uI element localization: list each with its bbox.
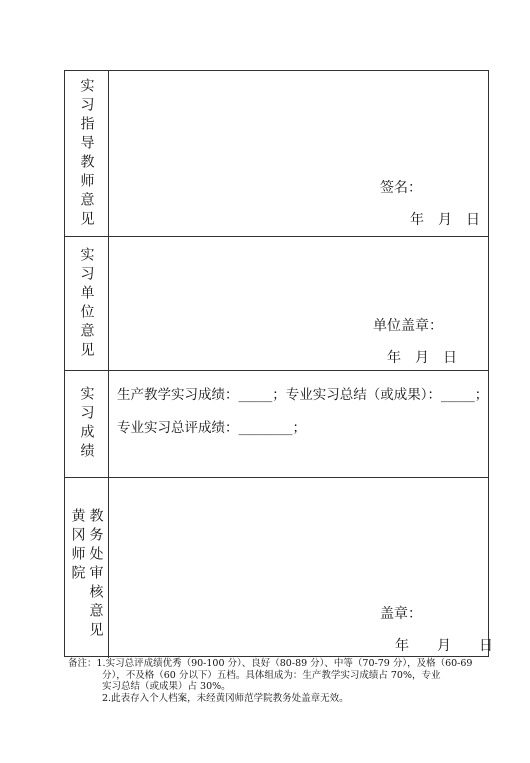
row-label-cell <box>65 237 109 370</box>
row-label: 实习单位意见 <box>78 246 95 361</box>
date-label: 年 月 日 <box>395 638 493 654</box>
seal-label: 盖章： <box>380 606 422 622</box>
remark-line: 备注：1.实习总评成绩优秀（90-100 分）、良好（80-89 分）、中等（70-79 分），及格（60-69 <box>68 658 473 669</box>
row-label: 实习成绩 <box>78 386 95 462</box>
row-label-office: 教务处审核意见 <box>87 508 104 641</box>
row-internship-grade <box>65 371 488 478</box>
date-label: 年 月 日 <box>387 350 457 366</box>
row-label-cell <box>65 71 109 236</box>
remark-line: 2.此表存入个人档案，未经黄冈师范学院教务处盖章无效。 <box>102 692 349 704</box>
grade-line-2: 专业实习总评成绩：________； <box>117 420 306 436</box>
row-label-college: 黄冈师院 <box>69 508 86 584</box>
date-label: 年 月 日 <box>410 212 480 228</box>
row-academic-office-review <box>65 478 493 658</box>
row-label-cell <box>65 371 109 477</box>
row-instructor-opinion <box>65 71 488 237</box>
remark-line: 实习总结（或成果）占 30%。 <box>102 681 231 692</box>
unit-seal-label: 单位盖章： <box>373 318 443 334</box>
remarks <box>68 658 488 704</box>
evaluation-table <box>64 70 493 657</box>
signature-label: 签名： <box>380 180 422 196</box>
remark-line: 分），不及格（60 分以下）五档。具体组成为：生产教学实习成绩占 70%，专业 <box>102 669 441 681</box>
row-label-cell <box>65 478 109 658</box>
row-label: 实习指导教师意见 <box>78 77 95 230</box>
grade-line-1: 生产教学实习成绩：_____；专业实习总结（或成果）：_____； <box>117 387 489 403</box>
row-unit-opinion <box>65 237 488 371</box>
